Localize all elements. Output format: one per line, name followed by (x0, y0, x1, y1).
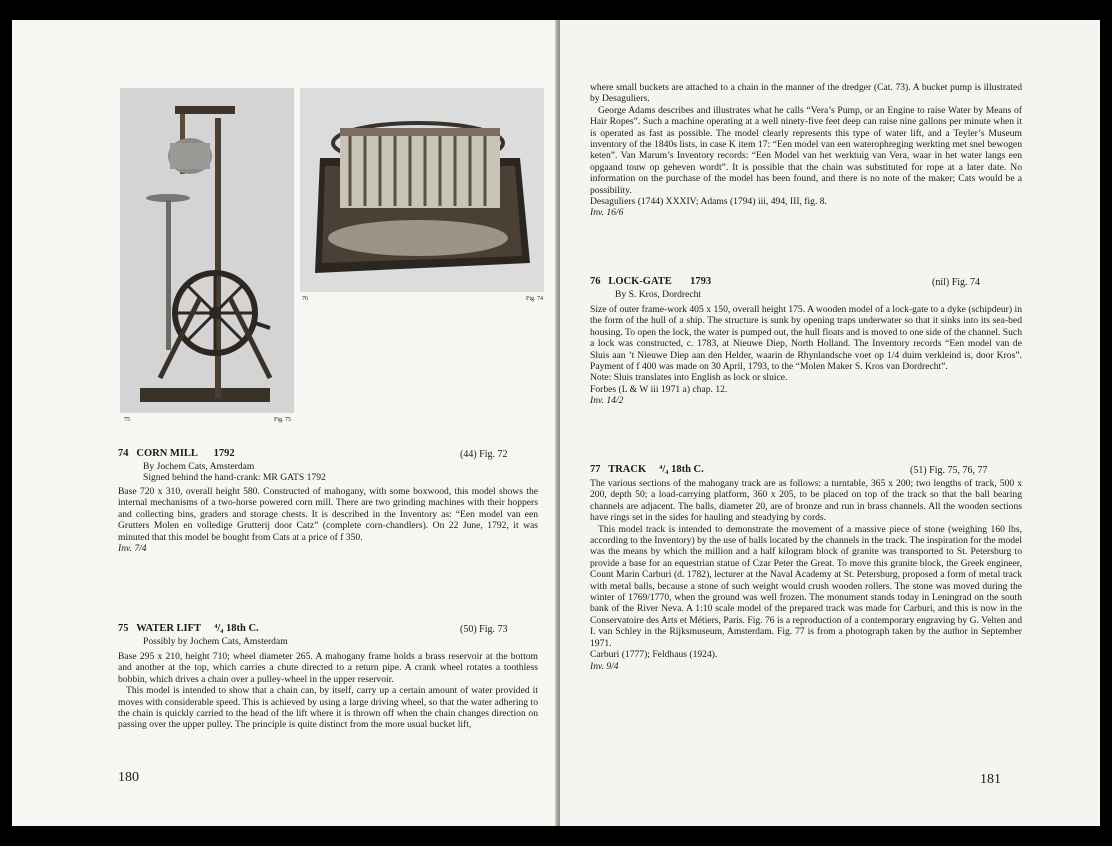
entry-76-description: Size of outer frame-work 405 x 150, overall height 175. A wooden model of a lock-gate to a dyke (schipdeur) in the form of the hull of a ship. The structure is sunk by opening traps underwater so that it sinks into its sea-bed housing. To open the lock, the water is pumped out, the hull floats and is moved to one side of the channel. Such a lock was constructed, c. 1783, at Nieuwe Diep, North Holland. The Inventory records “Een model van de Sluis aan ’t Nieuwe Diep aan den Helder, waarin de Rhynlandsche voet op 1/4 duim verkleind is, door Kros”. Payment of f 400 was made on 30 April, 1793, to the “Molen Maker S. Kros van Dordrecht”. (590, 304, 1022, 373)
fig75-number: 75 (124, 417, 130, 423)
entry-77-figref: (51) Fig. 75, 76, 77 (910, 465, 988, 476)
right-page (560, 20, 1100, 826)
entry-75-continued-p1: where small buckets are attached to a chain in the manner of the dredger (Cat. 73). A bucket pump is illustrated by Desaguliers. (590, 82, 1022, 105)
entry-77-number: 77 (590, 464, 601, 475)
fig76-number: 76 (302, 296, 308, 302)
entry-74-year: 1792 (213, 448, 235, 459)
entry-76-heading (590, 276, 711, 287)
entry-76-number: 76 (590, 276, 601, 287)
entry-74-number: 74 (118, 448, 129, 459)
entry-75-number: 75 (118, 623, 129, 634)
entry-75-figref: (50) Fig. 73 (460, 624, 508, 635)
entry-75-description: Base 295 x 210, height 710; wheel diameter 265. A mahogany frame holds a brass reservoir at the bottom and another at the top, which carries a chute directed to a return pipe. A crank wheel rotates a toothless bobbin, which drives a chain over a pulley-wheel in the upper reservoir. (118, 651, 538, 685)
entry-74-maker: By Jochem Cats, Amsterdam (143, 461, 255, 472)
lock-gate-photo (300, 88, 544, 292)
entry-77-history: This model track is intended to demonstrate the movement of a massive piece of stone (weighing 160 lbs, according to the Inventory) by the use of balls located by the channels in the track. The inspiration for the model was the means by which the million and a half kilogram block of granite was transported to St. Petersburg to provide a base for an equestrian statue of Czar Peter the Great. To move this granite block, the Greek engineer, Count Marin Carburi (d. 1782), lecturer at the Naval Academy at St. Petersburg, proposed a form of metal track with metal balls, because a stone of such weight would crush wooden rollers. The stone was moved during the winter of 1769/1770, when the ground was well frozen. The monument stands today in Leningrad on the south bank of the River Neva. A 1:10 scale model of the prepared track was made for Carburi, and this is now in the Conservatoire des Arts et Métiers, Paris. Fig. 76 is a reproduction of a contemporary engraving by G. Velten and I. van Schley in the Rijksmuseum, Amsterdam. Fig. 77 is from a photograph taken by the author in September 1971. (590, 523, 1022, 649)
entry-77-description: The various sections of the mahogany track are as follows: a turntable, 365 x 200; two lengths of track, 500 x 200, depth 50; a load-carrying platform, 360 x 205, to be placed on top of the track so that the ball bearing channels are adjacent. The balls, diameter 20, are of bronze and run in brass channels. All the wooden sections have rings set in the sides for hauling and steadying by cords. (590, 478, 1022, 524)
left-page (12, 20, 558, 826)
entry-77-heading (590, 464, 704, 475)
entry-75-year: ⁴/₄ 18th C. (214, 623, 259, 634)
entry-77-title: TRACK (608, 464, 647, 475)
figure-lock-gate (300, 88, 544, 292)
entry-74-body (118, 486, 538, 554)
entry-75-references: Desaguliers (1744) XXXIV; Adams (1794) iii, 494, III, fig. 8. (590, 196, 827, 208)
entry-75-continued (590, 82, 1022, 219)
entry-76-figref: (nil) Fig. 74 (932, 277, 981, 288)
entry-77-year: ⁴/₄ 18th C. (659, 464, 704, 475)
entry-77-inventory: Inv. 9/4 (590, 660, 619, 672)
entry-76-references: Forbes (L & W iii 1971 a) chap. 12. (590, 383, 728, 395)
page-number-right: 181 (980, 772, 1001, 787)
entry-76-title: LOCK-GATE (608, 276, 672, 287)
entry-77-body (590, 478, 1022, 672)
page-number-left: 180 (118, 770, 139, 785)
entry-75-title: WATER LIFT (136, 623, 202, 634)
entry-74-figref: (44) Fig. 72 (460, 449, 508, 460)
fig75-label: Fig. 75 (274, 417, 292, 423)
entry-76-year: 1793 (690, 276, 712, 287)
entry-75-maker: Possibly by Jochem Cats, Amsterdam (143, 636, 288, 647)
figure-water-lift (120, 88, 294, 413)
entry-75-continued-p2: George Adams describes and illustrates what he calls “Vera’s Pump, or an Engine to raise Water by Means of Hair Ropes”. Such a machine operating at a well ninety-five feet deep can raise nine gallons per minute when it is operated as fast as possible. The model clearly represents this type of water lift, and a Teyler’s Museum inventory of the 1840s lists, in case K item 17: “Een model van een waterophreging werkting met snel bewogen keten”. Van Marum’s Inventory records: “Een Model van het werktuig van Vera, waar in het water langs een opgaand touw op geheven wordt”. It is possible that the chain was substituted for rope at a later date. No information on the purchase of the model has been found, and there is no note of the maker; Cats would be a possibility. (590, 104, 1022, 196)
entry-75-principle: This model is intended to show that a chain can, by itself, carry up a certain amount of water provided it moves with considerable speed. This is achieved by using a large driving wheel, so that the water adhering to the chain is quickly carried to the head of the lift where it is thrown off when the chain changes direction on passing over the upper pulley. The principle is quite distinct from the more usual bucket lift, (118, 685, 538, 731)
entry-74-description: Base 720 x 310, overall height 580. Constructed of mahogany, with some boxwood, this model shows the internal mechanisms of a two-horse powered corn mill. There are two grinding machines with their hoppers and collecting bins, graders and storage chests. It is described in the Inventory as: “Een model van een Grutters Molen en volledige Grutterij door Catz” (complete corn-chandlers). On 22 June, 1792, it was minuted that this model be bought from Cats at a price of f 350. (118, 486, 538, 543)
entry-75-inventory: Inv. 16/6 (590, 207, 624, 219)
entry-74-heading (118, 448, 235, 459)
entry-76-note: Note: Sluis translates into English as lock or sluice. (590, 372, 788, 384)
entry-76-body (590, 304, 1022, 407)
entry-76-maker: By S. Kros, Dordrecht (615, 289, 702, 300)
entry-77-references: Carburi (1777); Feldhaus (1924). (590, 649, 718, 661)
entry-74-title: CORN MILL (136, 448, 198, 459)
water-lift-photo (120, 88, 294, 413)
entry-74-signature: Signed behind the hand-crank: MR GATS 1792 (143, 472, 326, 483)
entry-76-inventory: Inv. 14/2 (590, 395, 624, 407)
fig76-label: Fig. 74 (526, 296, 544, 302)
entry-75-heading (118, 623, 259, 634)
entry-74-inventory: Inv. 7/4 (118, 543, 147, 555)
entry-75-body (118, 651, 538, 731)
